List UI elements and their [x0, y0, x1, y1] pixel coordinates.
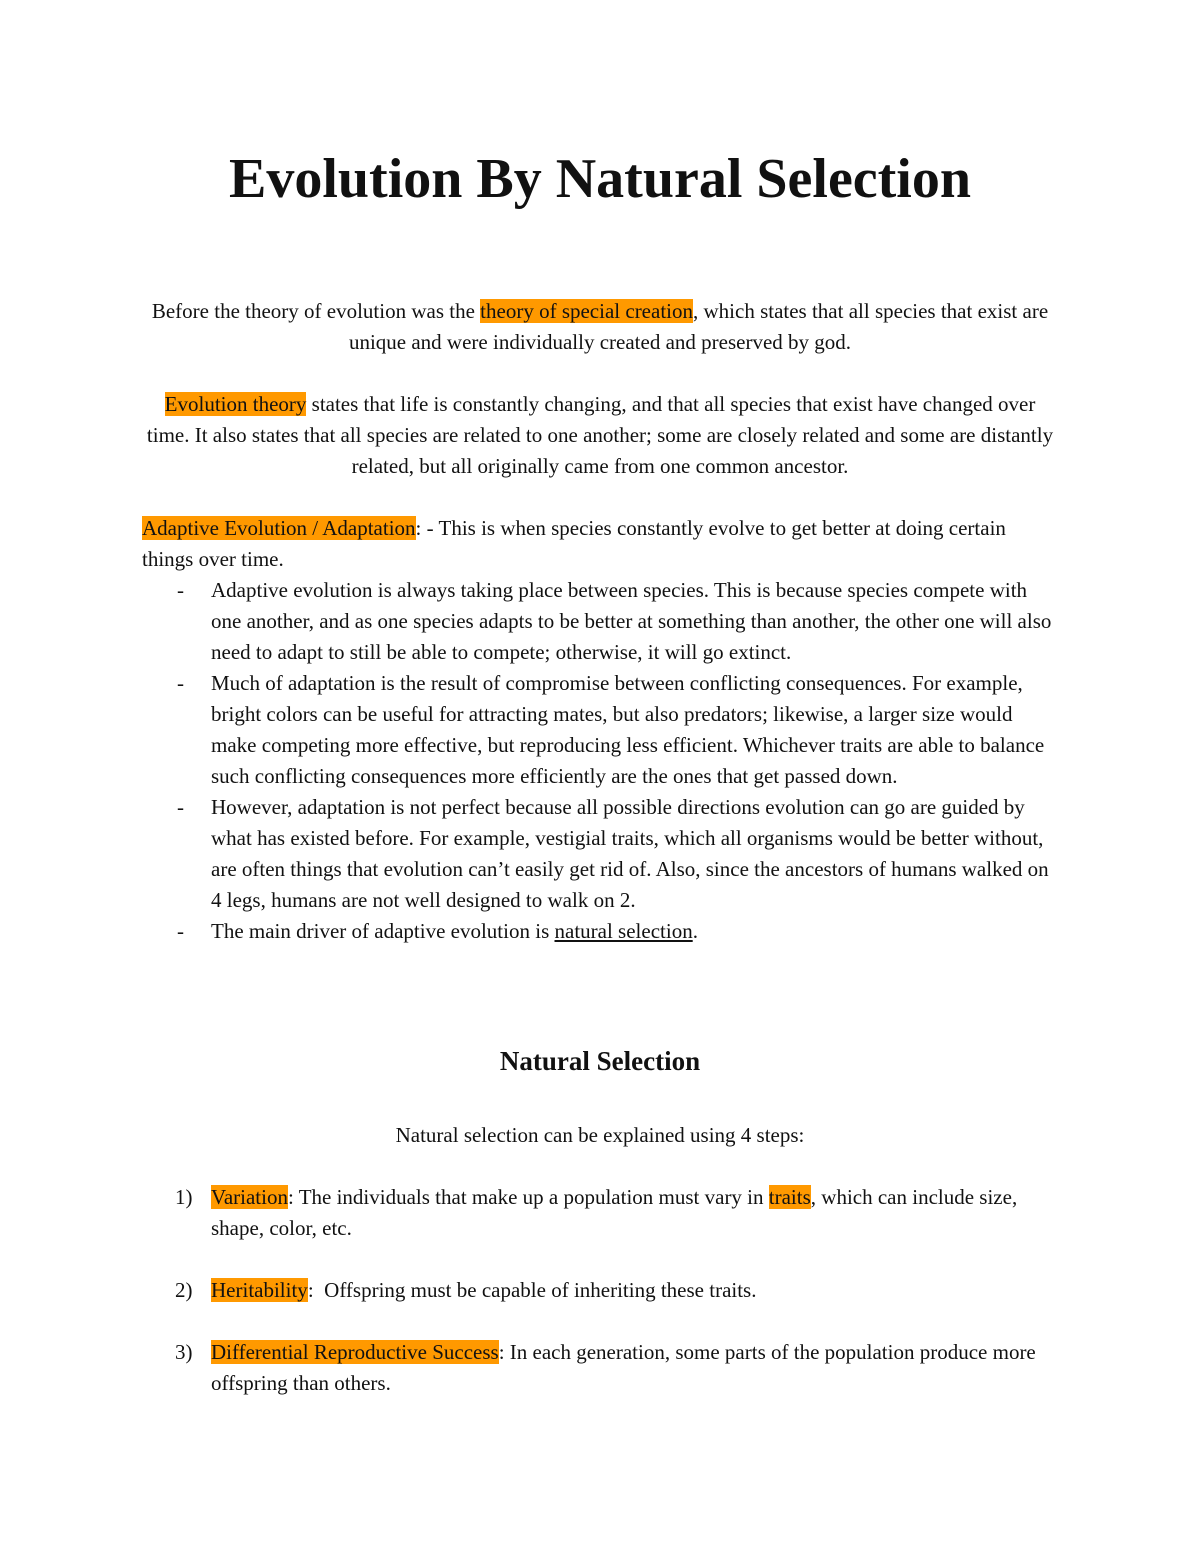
list-item [142, 668, 1058, 792]
natural-selection-intro: Natural selection can be explained using 4 steps: [395, 1123, 805, 1147]
bullet-text-before: The main driver of adaptive evolution is [211, 919, 555, 943]
dash-bullet: - [177, 919, 184, 943]
step-text-after: , which can include size, shape, color, etc. [211, 1185, 1018, 1240]
bullet-text-after: . [692, 919, 698, 943]
dash-bullet: - [177, 795, 184, 819]
section-heading-natural-selection: Natural Selection [499, 1046, 701, 1076]
step-number: 1) [175, 1185, 193, 1209]
underlined-natural-selection: natural selection [554, 919, 693, 943]
evolution-theory-paragraph [142, 389, 1058, 482]
step-text: : In each generation, some parts of the population produce more offspring than others. [211, 1340, 1036, 1395]
highlight-traits: traits [768, 1185, 811, 1209]
adaptation-paragraph [142, 513, 1058, 575]
highlight-adaptive-evolution: Adaptive Evolution / Adaptation [142, 516, 416, 540]
dash-bullet: - [177, 578, 184, 602]
highlight-heritability: Heritability [211, 1278, 308, 1302]
highlight-variation: Variation [211, 1185, 288, 1209]
step-text: : Offspring must be capable of inheriting these traits. [307, 1278, 757, 1302]
intro-text-before: Before the theory of evolution was the [151, 299, 481, 323]
bullet-text: However, adaptation is not perfect because all possible directions evolution can go are guided by what has existed before. For example, vestigial traits, which all organisms would be better without, are often things that evolution can’t easily get rid of. Also, since the ancestors of humans walked on 4 legs, humans are not well designed to walk on 2. [211, 795, 1049, 912]
highlight-evolution-theory: Evolution theory [164, 392, 307, 416]
document-title: Evolution By Natural Selection [228, 148, 972, 210]
bullet-text: Much of adaptation is the result of compromise between conflicting consequences. For example, bright colors can be useful for attracting mates, but also predators; likewise, a larger size would make competing more effective, but reproducing less efficient. Whichever traits are able to balance such conflicting consequences more efficiently are the ones that get passed down. [211, 671, 1045, 788]
list-item [142, 916, 1058, 947]
step-differential-reproductive-success [142, 1337, 1058, 1399]
dash-bullet: - [177, 671, 184, 695]
list-item [142, 575, 1058, 668]
adaptation-bullet-list [142, 575, 1058, 947]
step-heritability [142, 1275, 1058, 1306]
intro-paragraph [142, 296, 1058, 358]
list-item [142, 792, 1058, 916]
highlight-differential-reproductive-success: Differential Reproductive Success [211, 1340, 499, 1364]
step-text-before: : The individuals that make up a population must vary in [287, 1185, 769, 1209]
highlight-special-creation: theory of special creation [480, 299, 693, 323]
step-number: 2) [175, 1278, 193, 1302]
bullet-text: Adaptive evolution is always taking place between species. This is because species compete with one another, and as one species adapts to be better at something than another, the other one will also need to adapt to still be able to compete; otherwise, it will go extinct. [211, 578, 1052, 664]
step-number: 3) [175, 1340, 193, 1364]
natural-selection-steps [142, 1182, 1058, 1430]
evolution-theory-text: states that life is constantly changing, and that all species that exist have changed over time. It also states that all species are related to one another; some are closely related and some are distantly related, but all originally came from one common ancestor. [146, 392, 1054, 478]
intro-text-after: , which states that all species that exist are unique and were individually created and preserved by god. [348, 299, 1049, 354]
step-variation [142, 1182, 1058, 1244]
adaptation-definition: : - This is when species constantly evolve to get better at doing certain things over time. [142, 516, 1006, 571]
